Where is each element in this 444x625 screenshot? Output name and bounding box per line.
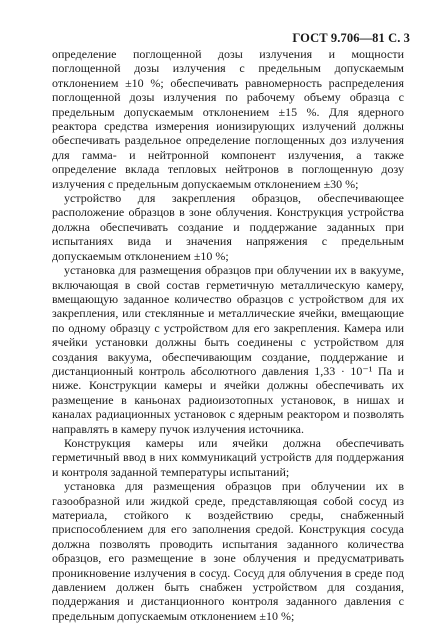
paragraph-vacuum-installation: установка для размещения образцов при облучении их в вакууме, включающая в свой состав герметичную металлическую камеру, вмещающую заданное количество образцов с устройством для их закрепления, или стеклянные и металлические ячейки, вмещающие по одному образцу с устройством для его закрепления. Камера или ячейки установки должны быть соединены с устройством для создания вакуума, обеспечивающим создание, поддержание и дистанционный контроль абсолютного давления 1,33 · 10⁻¹ Па и ниже. Конструкции камеры и ячейки должны обеспечивать их размещение в каньонах радиоизотопных установок, в нишах и каналах радиационных установок с ядерным реактором и позволять направлять в камеру пучок излучения источника. <box>52 263 404 436</box>
page-header: ГОСТ 9.706—81 С. 3 <box>292 31 410 45</box>
paragraph-chamber-construction: Конструкция камеры или ячейки должна обеспечивать герметичный ввод в них коммуникаций устройств для поддержания и контроля заданной температуры испытаний; <box>52 435 404 479</box>
paragraph-dose-measurement: определение поглощенной дозы излучения и мощности поглощенной дозы излучения с предельным допускаемым отклонением ±10 %; обеспечивать равномерность распределения поглощенной дозы излучения по рабочему объему образца с предельным допускаемым отклонением ±15 %. Для ядерного реактора средства измерения ионизирующих излучений должны обеспечивать раздельное определение поглощенных доз излучения для гамма- и нейтронной компонент излучения, а также определение вклада тепловых нейтронов в поглощенную дозу излучения с предельным допускаемым отклонением ±30 %; <box>52 47 404 191</box>
paragraph-fixing-device: устройство для закрепления образцов, обеспечивающее расположение образцов в зоне облучения. Конструкция устройства должна обеспечивать создание и поддержание заданных при испытаниях вида и значения напряжения с предельным допускаемым отклонением ±10 %; <box>52 191 404 263</box>
paragraph-medium-installation: установка для размещения образцов при облучении их в газообразной или жидкой среде, представляющая собой сосуд из материала, стойкого к воздействию среды, снабженный приспособлением для его заполнения средой. Конструкция сосуда должна позволять проводить испытания заданного количества образцов, его размещение в зоне облучения и предусматривать проникновение излучения в сосуд. Сосуд для облучения в среде под давлением должен быть снабжен устройством для создания, поддержания и дистанционного контроля заданного давления с предельным допускаемым отклонением ±10 %; <box>52 479 404 623</box>
document-body <box>52 47 404 623</box>
